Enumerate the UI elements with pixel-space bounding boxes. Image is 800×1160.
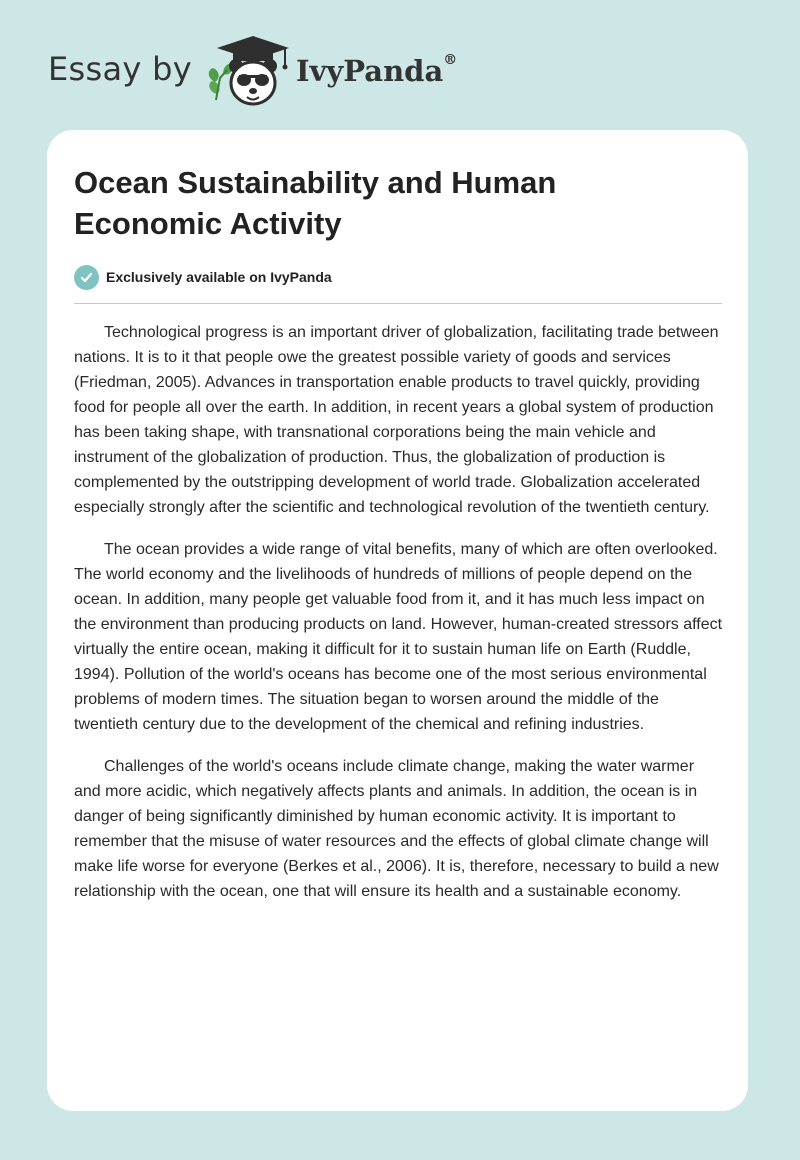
brand-text: IvyPanda xyxy=(296,54,444,88)
exclusive-badge-label: Exclusively available on IvyPanda xyxy=(106,269,332,285)
panda-graduate-logo-icon[interactable] xyxy=(203,34,293,110)
exclusive-badge xyxy=(74,264,332,290)
site-header xyxy=(48,30,508,110)
registered-mark: ® xyxy=(443,52,458,68)
paragraph: Technological progress is an important driver of globalization, facilitating trade between nations. It is to it that people owe the greatest possible variety of goods and services (Friedman, 2005). Advances in transportation enable products to travel quickly, providing food for people all over the earth. In addition, in recent years a global system of production has been taking shape, with transnational corporations being the main vehicle and instrument of the globalization of production. Thus, the globalization of production is complemented by the outstripping development of world trade. Globalization accelerated especially strongly after the scientific and technological revolution of the twentieth century. xyxy=(74,324,719,516)
essay-card xyxy=(47,130,748,1111)
paragraph: The ocean provides a wide range of vital benefits, many of which are often overlooked. The world economy and the livelihoods of hundreds of millions of people depend on the ocean. In addition, many people get valuable food from it, and it has much less impact on the environment than producing products on land. However, human-created stressors affect virtually the entire ocean, making it difficult for it to sustain human life on Earth (Ruddle, 1994). Pollution of the world's oceans has become one of the most serious environmental problems of modern times. The situation began to worsen around the middle of the twentieth century due to the development of the chemical and refining industries. xyxy=(74,541,723,733)
title-divider xyxy=(74,303,722,304)
paragraph: Challenges of the world's oceans include climate change, making the water warmer and more acidic, which negatively affects plants and animals. In addition, the ocean is in danger of being significantly diminished by human economic activity. It is important to remember that the misuse of water resources and the effects of global climate change will make life worse for everyone (Berkes et al., 2006). It is, therefore, necessary to build a new relationship with the ocean, one that will ensure its health and a sustainable economy. xyxy=(74,758,719,900)
essay-body xyxy=(74,320,724,921)
essay-by-label: Essay by xyxy=(48,50,192,88)
brand-name[interactable] xyxy=(296,54,457,88)
essay-title: Ocean Sustainability and Human Economic Activity xyxy=(74,165,557,241)
check-circle-icon xyxy=(74,265,99,290)
